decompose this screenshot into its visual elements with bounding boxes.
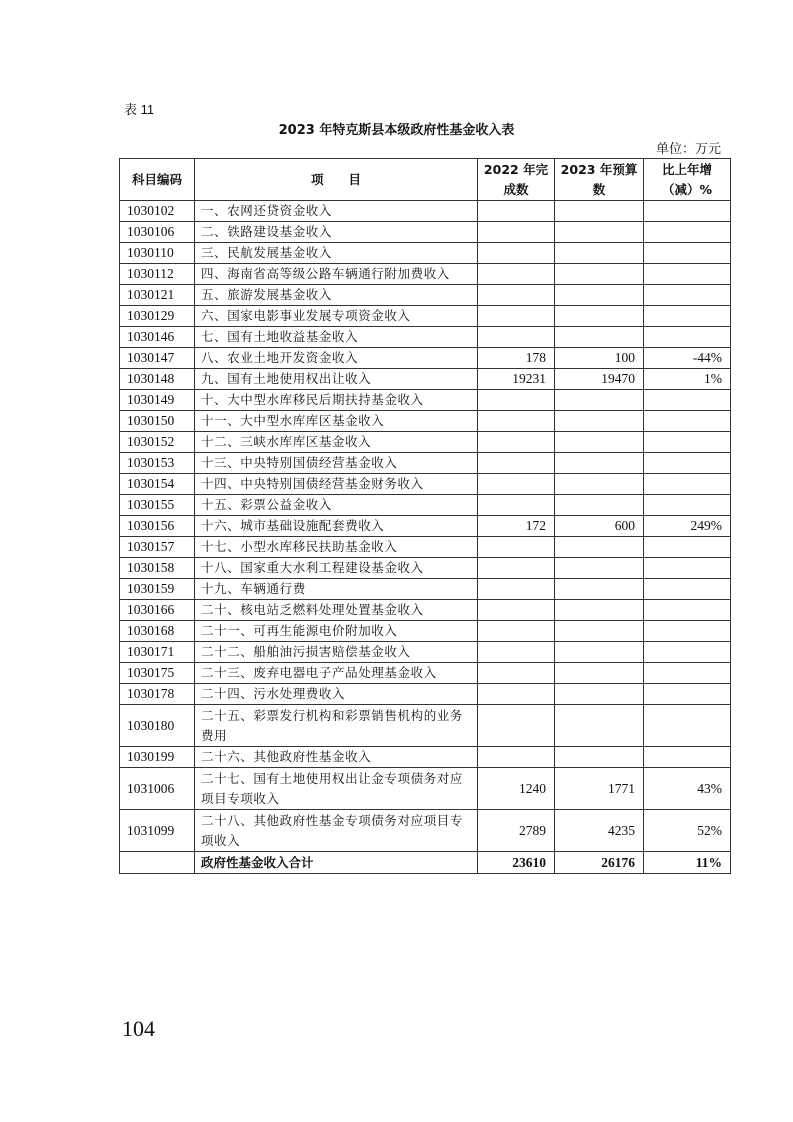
- table-row: [120, 621, 731, 642]
- cell-code: 1031006: [120, 768, 195, 810]
- cell-item: 十九、车辆通行费: [195, 579, 478, 600]
- cell-budget-2023: [555, 474, 644, 495]
- cell-budget-2023: [555, 495, 644, 516]
- header-budget-2023: 2023 年预算数: [555, 159, 644, 201]
- cell-change: [644, 495, 731, 516]
- cell-budget-2023: [555, 621, 644, 642]
- cell-change: [644, 600, 731, 621]
- table-row: [120, 243, 731, 264]
- header-code: 科目编码: [120, 159, 195, 201]
- header-item: 项 目: [195, 159, 478, 201]
- cell-actual-2022: [478, 579, 555, 600]
- total-row: [120, 852, 731, 874]
- table-row: [120, 285, 731, 306]
- cell-budget-2023: 600: [555, 516, 644, 537]
- table-row: [120, 201, 731, 222]
- cell-actual-2022: 1240: [478, 768, 555, 810]
- table-row: [120, 495, 731, 516]
- table-row: [120, 579, 731, 600]
- cell-budget-2023: 4235: [555, 810, 644, 852]
- table-row: [120, 684, 731, 705]
- cell-item: 十三、中央特别国债经营基金收入: [195, 453, 478, 474]
- cell-item: 十八、国家重大水利工程建设基金收入: [195, 558, 478, 579]
- cell-budget-2023: [555, 327, 644, 348]
- cell-actual-2022: [478, 306, 555, 327]
- table-row: [120, 411, 731, 432]
- cell-actual-2022: [478, 684, 555, 705]
- cell-budget-2023: [555, 264, 644, 285]
- cell-change: [644, 537, 731, 558]
- cell-actual-2022: [478, 663, 555, 684]
- cell-item: 十四、中央特别国债经营基金财务收入: [195, 474, 478, 495]
- cell-code: 1030157: [120, 537, 195, 558]
- fund-income-table: [119, 158, 731, 874]
- table-row: [120, 642, 731, 663]
- cell-item: 九、国有土地使用权出让收入: [195, 369, 478, 390]
- cell-code: 1030155: [120, 495, 195, 516]
- cell-change: [644, 411, 731, 432]
- table-row: [120, 264, 731, 285]
- cell-change: [644, 579, 731, 600]
- cell-actual-2022: [478, 243, 555, 264]
- cell-change: [644, 642, 731, 663]
- cell-code: 1030129: [120, 306, 195, 327]
- unit-label: 单位：万元: [655, 142, 721, 157]
- cell-item: 十七、小型水库移民扶助基金收入: [195, 537, 478, 558]
- cell-code: 1030150: [120, 411, 195, 432]
- cell-change: -44%: [644, 348, 731, 369]
- cell-item: 十一、大中型水库库区基金收入: [195, 411, 478, 432]
- cell-actual-2022: [478, 474, 555, 495]
- cell-item: 十五、彩票公益金收入: [195, 495, 478, 516]
- cell-actual-2022: 19231: [478, 369, 555, 390]
- table-label: 表 11: [124, 102, 155, 117]
- table-row: [120, 222, 731, 243]
- table-row: [120, 432, 731, 453]
- cell-budget-2023: [555, 285, 644, 306]
- cell-budget-2023: [555, 663, 644, 684]
- cell-item: 七、国有土地收益基金收入: [195, 327, 478, 348]
- page-number: 104: [122, 1016, 155, 1041]
- cell-code: 1030175: [120, 663, 195, 684]
- cell-item: 四、海南省高等级公路车辆通行附加费收入: [195, 264, 478, 285]
- cell-code: 1030159: [120, 579, 195, 600]
- cell-change: [644, 747, 731, 768]
- cell-actual-2022: [478, 495, 555, 516]
- cell-item: 二十七、国有土地使用权出让金专项债务对应项目专项收入: [195, 768, 478, 810]
- cell-item: 二十六、其他政府性基金收入: [195, 747, 478, 768]
- cell-budget-2023: [555, 684, 644, 705]
- cell-change: 1%: [644, 369, 731, 390]
- cell-change: [644, 558, 731, 579]
- table-row: [120, 600, 731, 621]
- cell-item: 二十、核电站乏燃料处理处置基金收入: [195, 600, 478, 621]
- cell-code: 1030110: [120, 243, 195, 264]
- cell-code: 1030156: [120, 516, 195, 537]
- cell-change: [644, 264, 731, 285]
- cell-actual-2022: 2789: [478, 810, 555, 852]
- total-actual-2022: 23610: [478, 852, 555, 874]
- cell-budget-2023: [555, 600, 644, 621]
- cell-code: 1030102: [120, 201, 195, 222]
- cell-change: [644, 663, 731, 684]
- table-row: [120, 537, 731, 558]
- cell-actual-2022: [478, 411, 555, 432]
- cell-code: 1030154: [120, 474, 195, 495]
- cell-change: [644, 621, 731, 642]
- cell-budget-2023: [555, 642, 644, 663]
- cell-actual-2022: 178: [478, 348, 555, 369]
- table-row: [120, 348, 731, 369]
- cell-code: 1030158: [120, 558, 195, 579]
- cell-item: 二十五、彩票发行机构和彩票销售机构的业务费用: [195, 705, 478, 747]
- cell-code: 1030171: [120, 642, 195, 663]
- cell-code: 1030147: [120, 348, 195, 369]
- table-row: [120, 474, 731, 495]
- cell-actual-2022: [478, 705, 555, 747]
- cell-change: [644, 306, 731, 327]
- cell-code: 1030180: [120, 705, 195, 747]
- table-row: [120, 516, 731, 537]
- cell-budget-2023: [555, 537, 644, 558]
- cell-code: 1031099: [120, 810, 195, 852]
- cell-code: 1030148: [120, 369, 195, 390]
- cell-item: 二十八、其他政府性基金专项债务对应项目专项收入: [195, 810, 478, 852]
- cell-item: 十二、三峡水库库区基金收入: [195, 432, 478, 453]
- table-row: [120, 306, 731, 327]
- table-row: [120, 663, 731, 684]
- cell-change: 43%: [644, 768, 731, 810]
- cell-code: 1030199: [120, 747, 195, 768]
- cell-code: 1030112: [120, 264, 195, 285]
- cell-change: [644, 285, 731, 306]
- cell-actual-2022: [478, 432, 555, 453]
- cell-actual-2022: 172: [478, 516, 555, 537]
- cell-code: 1030146: [120, 327, 195, 348]
- header-actual-2022: 2022 年完成数: [478, 159, 555, 201]
- cell-actual-2022: [478, 390, 555, 411]
- cell-item: 一、农网还贷资金收入: [195, 201, 478, 222]
- cell-budget-2023: [555, 747, 644, 768]
- cell-code: 1030178: [120, 684, 195, 705]
- total-code: [120, 852, 195, 874]
- cell-change: [644, 201, 731, 222]
- table-row: [120, 705, 731, 747]
- table-row: [120, 453, 731, 474]
- cell-actual-2022: [478, 600, 555, 621]
- cell-change: [644, 453, 731, 474]
- cell-code: 1030153: [120, 453, 195, 474]
- cell-item: 二、铁路建设基金收入: [195, 222, 478, 243]
- table-row: [120, 327, 731, 348]
- cell-item: 五、旅游发展基金收入: [195, 285, 478, 306]
- cell-code: 1030168: [120, 621, 195, 642]
- cell-code: 1030152: [120, 432, 195, 453]
- cell-change: [644, 243, 731, 264]
- cell-budget-2023: [555, 705, 644, 747]
- total-change: 11%: [644, 852, 731, 874]
- cell-actual-2022: [478, 264, 555, 285]
- cell-item: 十、大中型水库移民后期扶持基金收入: [195, 390, 478, 411]
- cell-actual-2022: [478, 558, 555, 579]
- cell-actual-2022: [478, 537, 555, 558]
- cell-actual-2022: [478, 327, 555, 348]
- cell-actual-2022: [478, 621, 555, 642]
- table-row: [120, 768, 731, 810]
- cell-item: 二十一、可再生能源电价附加收入: [195, 621, 478, 642]
- total-label: 政府性基金收入合计: [195, 852, 478, 874]
- table-row: [120, 747, 731, 768]
- cell-budget-2023: [555, 306, 644, 327]
- cell-code: 1030166: [120, 600, 195, 621]
- cell-code: 1030121: [120, 285, 195, 306]
- cell-item: 二十二、船舶油污损害赔偿基金收入: [195, 642, 478, 663]
- cell-change: 52%: [644, 810, 731, 852]
- cell-change: [644, 474, 731, 495]
- cell-budget-2023: [555, 558, 644, 579]
- cell-item: 六、国家电影事业发展专项资金收入: [195, 306, 478, 327]
- table-row: [120, 369, 731, 390]
- cell-code: 1030106: [120, 222, 195, 243]
- total-budget-2023: 26176: [555, 852, 644, 874]
- table-header-row: [120, 159, 731, 201]
- cell-actual-2022: [478, 642, 555, 663]
- cell-budget-2023: [555, 579, 644, 600]
- cell-change: [644, 684, 731, 705]
- header-change: 比上年增（减）%: [644, 159, 731, 201]
- cell-item: 十六、城市基础设施配套费收入: [195, 516, 478, 537]
- cell-item: 二十三、废弃电器电子产品处理基金收入: [195, 663, 478, 684]
- cell-budget-2023: 100: [555, 348, 644, 369]
- table-row: [120, 810, 731, 852]
- cell-budget-2023: [555, 243, 644, 264]
- cell-actual-2022: [478, 453, 555, 474]
- cell-change: [644, 432, 731, 453]
- cell-budget-2023: [555, 453, 644, 474]
- cell-budget-2023: [555, 432, 644, 453]
- page-title: 2023 年特克斯县本级政府性基金收入表: [278, 123, 515, 138]
- cell-change: [644, 327, 731, 348]
- cell-item: 三、民航发展基金收入: [195, 243, 478, 264]
- cell-code: 1030149: [120, 390, 195, 411]
- table-row: [120, 390, 731, 411]
- cell-budget-2023: 19470: [555, 369, 644, 390]
- cell-actual-2022: [478, 285, 555, 306]
- table-row: [120, 558, 731, 579]
- cell-budget-2023: 1771: [555, 768, 644, 810]
- cell-change: 249%: [644, 516, 731, 537]
- cell-budget-2023: [555, 411, 644, 432]
- cell-actual-2022: [478, 201, 555, 222]
- cell-item: 二十四、污水处理费收入: [195, 684, 478, 705]
- cell-change: [644, 390, 731, 411]
- cell-change: [644, 222, 731, 243]
- cell-change: [644, 705, 731, 747]
- cell-budget-2023: [555, 222, 644, 243]
- cell-budget-2023: [555, 390, 644, 411]
- cell-budget-2023: [555, 201, 644, 222]
- cell-item: 八、农业土地开发资金收入: [195, 348, 478, 369]
- cell-actual-2022: [478, 222, 555, 243]
- cell-actual-2022: [478, 747, 555, 768]
